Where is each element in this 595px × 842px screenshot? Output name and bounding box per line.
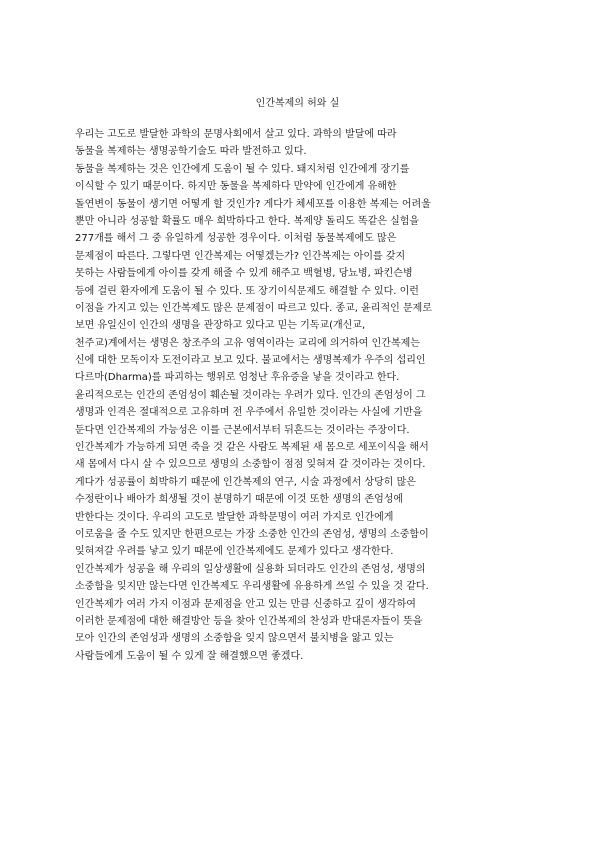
body-line: 인간복제가 성공을 해 우리의 일상생활에 실용화 되더라도 인간의 존엄성, 생명의 <box>75 563 426 575</box>
body-line: 사람들에게 도움이 될 수 있게 잘 해결했으면 좋겠다. <box>75 650 304 662</box>
body-line: 뿐만 아니라 성공할 확률도 매우 희박하다고 한다. 복제양 돌리도 똑같은 실험을 <box>75 215 420 227</box>
document-body <box>75 126 525 665</box>
body-line: 동물을 복제하는 것은 인간에게 도움이 될 수 있다. 돼지처럼 인간에게 장기를 <box>75 163 410 175</box>
body-line: 다르마(Dharma)를 파괴하는 행위로 엄청난 후유증을 낳을 것이라고 한다. <box>75 372 400 384</box>
body-line: 신에 대한 모독이자 도전이라고 보고 있다. 불교에서는 생명복제가 우주의 섭리인 <box>75 355 426 367</box>
body-line: 문제점이 따른다. 그렇다면 인간복제는 어떻겠는가? 인간복제는 아이를 갖지 <box>75 250 406 262</box>
body-line: 둔다면 인간복제의 가능성은 이를 근본에서부터 뒤흔드는 것이라는 주장이다. <box>75 424 410 436</box>
body-line: 반한다는 것이다. 우리의 고도로 발달한 과학문명이 여러 가지로 인간에게 <box>75 511 394 523</box>
body-line: 등에 걸린 환자에게 도움이 될 수 있다. 또 장기이식문제도 해결할 수 있다. 이런 <box>75 285 419 297</box>
body-line: 게다가 성공률이 희박하기 때문에 인간복제의 연구, 시술 과정에서 상당히 많은 <box>75 476 416 488</box>
body-line: 윤리적으로는 인간의 존엄성이 훼손될 것이라는 우려가 있다. 인간의 존엄성이 그 <box>75 389 426 401</box>
body-line: 생명과 인격은 절대적으로 고유하며 전 우주에서 유일한 것이라는 사실에 기반을 <box>75 407 423 419</box>
body-line: 소중함을 잊지만 않는다면 인간복제도 우리생활에 유용하게 쓰일 수 있을 것 같다. <box>75 581 429 593</box>
body-line: 보면 유일신이 인간의 생명을 관장하고 있다고 믿는 기독교(개신교, <box>75 320 366 332</box>
body-line: 못하는 사람들에게 아이를 갖게 해줄 수 있게 해주고 백혈병, 당뇨병, 파킨슨병 <box>75 268 413 280</box>
body-line: 천주교)계에서는 생명은 창조주의 고유 영역이라는 교리에 의거하여 인간복제는 <box>75 337 420 349</box>
body-line: 모아 인간의 존엄성과 생명의 소중함을 잊지 않으면서 불치병을 앓고 있는 <box>75 633 394 645</box>
body-line: 돌연변이 동물이 생기면 어떻게 할 것인가? 게다가 체세포를 이용한 복제는 어려울 <box>75 198 431 210</box>
body-line: 수정란이나 배아가 희생될 것이 분명하기 때문에 이것 또한 생명의 존엄성에 <box>75 494 404 506</box>
body-line: 인간복제가 가능하게 되면 죽을 것 같은 사람도 복제된 새 몸으로 세포이식을 해서 <box>75 442 429 454</box>
body-line: 우리는 고도로 발달한 과학의 문명사회에서 살고 있다. 과학의 발달에 따라 <box>75 129 397 140</box>
body-line: 이점을 가지고 있는 인간복제도 많은 문제점이 따르고 있다. 종교, 윤리적인 문제로 <box>75 302 432 314</box>
body-line: 이러한 문제점에 대한 해결방안 등을 찾아 인간복제의 찬성과 반대론자들이 뜻을 <box>75 615 423 627</box>
body-line: 새 몸에서 다시 살 수 있으므로 생명의 소중함이 점점 잊혀져 갈 것이라는 것이다. <box>75 459 426 471</box>
body-line: 인간복제가 여러 가지 이점과 문제점을 안고 있는 만큼 신중하고 깊이 생각하여 <box>75 598 416 610</box>
body-line: 잊혀져갈 우려를 낳고 있기 때문에 인간복제에도 문제가 있다고 생각한다. <box>75 546 394 558</box>
body-line: 277개를 해서 그 중 유일하게 성공한 경우이다. 이처럼 동물복제에도 많은 <box>75 233 397 245</box>
body-line: 동물을 복제하는 생명공학기술도 따라 발전하고 있다. <box>75 146 307 158</box>
body-line: 이식할 수 있기 때문이다. 하지만 동물을 복제하다 만약에 인간에게 유해한 <box>75 181 397 193</box>
document-title: 인간복제의 허와 실 <box>255 98 340 109</box>
body-line: 이로움을 줄 수도 있지만 한편으로는 가장 소중한 인간의 존엄성, 생명의 소중함이 <box>75 528 429 540</box>
